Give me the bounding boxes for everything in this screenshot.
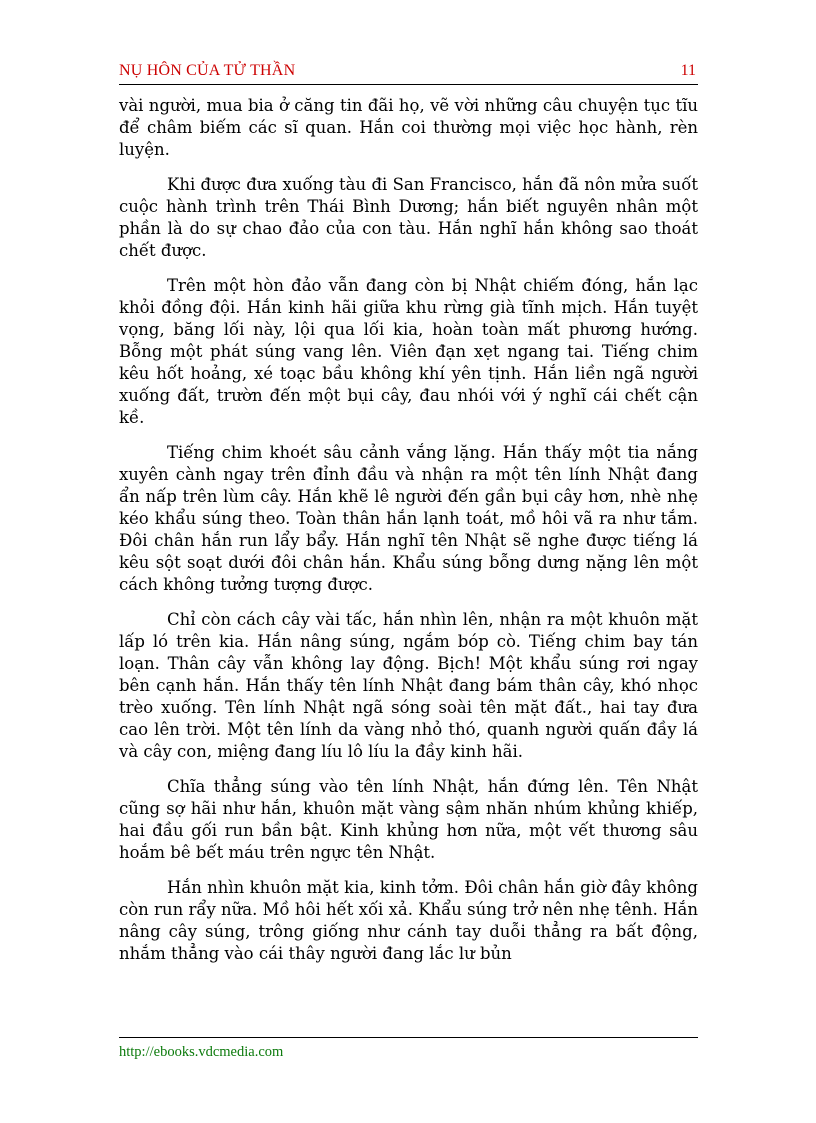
page-number: 11 xyxy=(680,62,696,79)
paragraph-5: Chỉ còn cách cây vài tấc, hắn nhìn lên, nhận ra một khuôn mặt lấp ló trên kia. Hắn nâng súng, ngắm bóp cò. Tiếng chim bay tán loạn. Thân cây vẫn không lay động. Bịch! Một khẩu súng rơi ngay bên cạnh hắn. Hắn thấy tên lính Nhật đang bám thân cây, khó nhọc trèo xuống. Tên lính Nhật ngã sóng soài tên mặt đất., hai tay đưa cao lên trời. Một tên lính da vàng nhỏ thó, quanh người quấn đầy lá và cây con, miệng đang líu lô líu la đầy kinh hãi. xyxy=(119,610,698,761)
paragraph-2: Khi được đưa xuống tàu đi San Francisco, hắn đã nôn mửa suốt cuộc hành trình trên Thái Bình Dương; hắn biết nguyên nhân một phần là do sự chao đảo của con tàu. Hắn nghĩ hắn không sao thoát chết được. xyxy=(119,175,698,260)
paragraph-3: Trên một hòn đảo vẫn đang còn bị Nhật chiếm đóng, hắn lạc khỏi đồng đội. Hắn kinh hãi giữa khu rừng già tĩnh mịch. Hắn tuyệt vọng, băng lối này, lội qua lối kia, hoàn toàn mất phương hướng. Bỗng một phát súng vang lên. Viên đạn xẹt ngang tai. Tiếng chim kêu hốt hoảng, xé toạc bầu không khí yên tịnh. Hắn liền ngã người xuống đất, trườn đến một bụi cây, đau nhói với ý nghĩ cái chết cận kề. xyxy=(119,276,698,427)
paragraph-6: Chĩa thẳng súng vào tên lính Nhật, hắn đứng lên. Tên Nhật cũng sợ hãi như hắn, khuôn mặt vàng sậm nhăn nhúm khủng khiếp, hai đầu gối run bần bật. Kinh khủng hơn nữa, một vết thương sâu hoắm bê bết máu trên ngực tên Nhật. xyxy=(119,777,698,862)
paragraph-4: Tiếng chim khoét sâu cảnh vắng lặng. Hắn thấy một tia nắng xuyên cành ngay trên đỉnh đầu và nhận ra một tên lính Nhật đang ẩn nấp trên lùm cây. Hắn khẽ lê người đến gần bụi cây hơn, nhè nhẹ kéo khẩu súng theo. Toàn thân hắn lạnh toát, mồ hôi vã ra như tắm. Đôi chân hắn run lẩy bẩy. Hắn nghĩ tên Nhật sẽ nghe được tiếng lá kêu sột soạt dưới đôi chân hắn. Khẩu súng bỗng dưng nặng lên một cách không tưởng tượng được. xyxy=(119,443,698,594)
page-body xyxy=(119,95,698,965)
page-header xyxy=(119,60,698,85)
page-footer xyxy=(119,1037,698,1060)
footer-link[interactable]: http://ebooks.vdcmedia.com xyxy=(119,1044,284,1060)
book-title: NỤ HÔN CỦA TỬ THẦN xyxy=(119,62,296,79)
paragraph-1: vài người, mua bia ở căng tin đãi họ, vẽ vời những câu chuyện tục tĩu để châm biếm các sĩ quan. Hắn coi thường mọi việc học hành, rèn luyện. xyxy=(119,96,698,159)
paragraph-7: Hắn nhìn khuôn mặt kia, kinh tởm. Đôi chân hắn giờ đây không còn run rẩy nữa. Mồ hôi hết xối xả. Khẩu súng trở nên nhẹ tênh. Hắn nâng cây súng, trông giống như cánh tay duỗi thẳng ra bất động, nhắm thẳng vào cái thây người đang lắc lư bủn xyxy=(119,878,698,963)
